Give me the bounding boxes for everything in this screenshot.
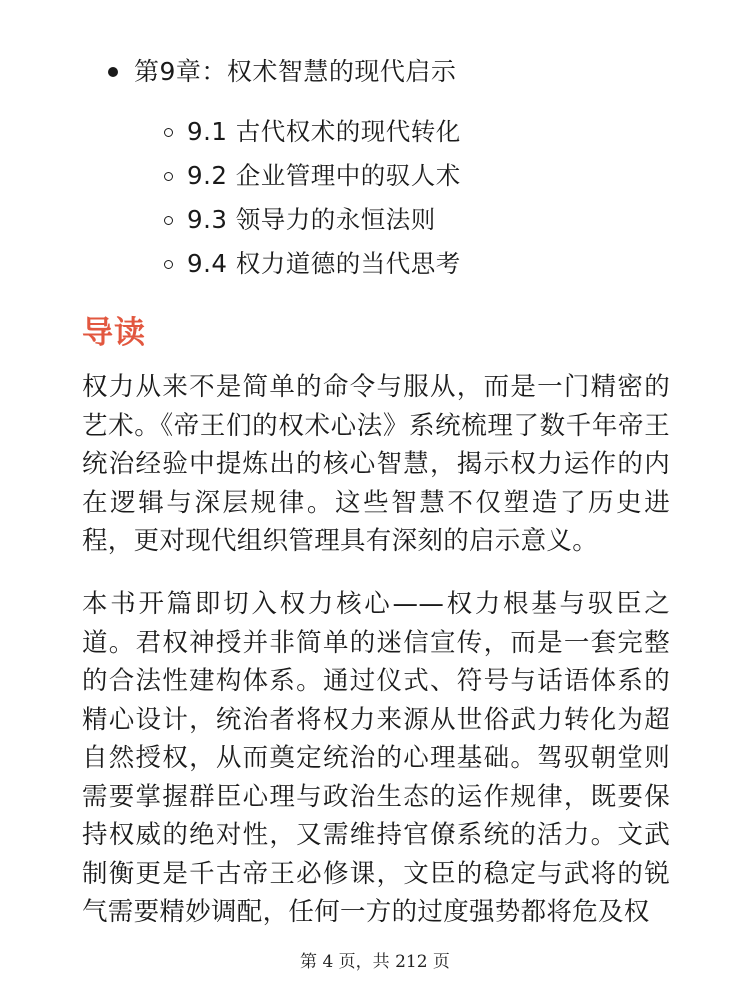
toc-section-item	[164, 110, 461, 154]
toc-section-title: 9.4 权力道德的当代思考	[187, 249, 461, 278]
toc-section-list	[164, 110, 461, 286]
section-heading: 导读	[82, 315, 146, 351]
body-paragraph: 权力从来不是简单的命令与服从，而是一门精密的艺术。《帝王们的权术心法》系统梳理了数千年帝王统治经验中提炼出的核心智慧，揭示权力运作的内在逻辑与深层规律。这些智慧不仅塑造了历史进程，更对现代组织管理具有深刻的启示意义。	[82, 372, 670, 556]
bullet-disc-icon	[108, 67, 118, 77]
page-number-footer: 第 4 页，共 212 页	[300, 952, 450, 972]
toc-chapter-item	[108, 52, 456, 92]
body-paragraph: 本书开篇即切入权力核心——权力根基与驭臣之道。君权神授并非简单的迷信宣传，而是一套完整的合法性建构体系。通过仪式、符号与话语体系的精心设计，统治者将权力来源从世俗武力转化为超自然授权，从而奠定统治的心理基础。驾驭朝堂则需要掌握群臣心理与政治生态的运作规律，既要保持权威的绝对性，又需维持官僚系统的活力。文武制衡更是千古帝王必修课，文臣的稳定与武将的锐气需要精妙调配，任何一方的过度强势都将危及权	[82, 589, 670, 927]
toc-section-title: 9.3 领导力的永恒法则	[187, 205, 436, 234]
toc-section-item	[164, 242, 461, 286]
toc-section-title: 9.1 古代权术的现代转化	[187, 117, 461, 146]
bullet-circle-icon	[164, 260, 173, 269]
toc-chapter-title: 第9章：权术智慧的现代启示	[134, 57, 457, 86]
bullet-circle-icon	[164, 172, 173, 181]
toc-section-item	[164, 198, 461, 242]
toc-section-item	[164, 154, 461, 198]
bullet-circle-icon	[164, 216, 173, 225]
bullet-circle-icon	[164, 128, 173, 137]
toc-section-title: 9.2 企业管理中的驭人术	[187, 161, 461, 190]
